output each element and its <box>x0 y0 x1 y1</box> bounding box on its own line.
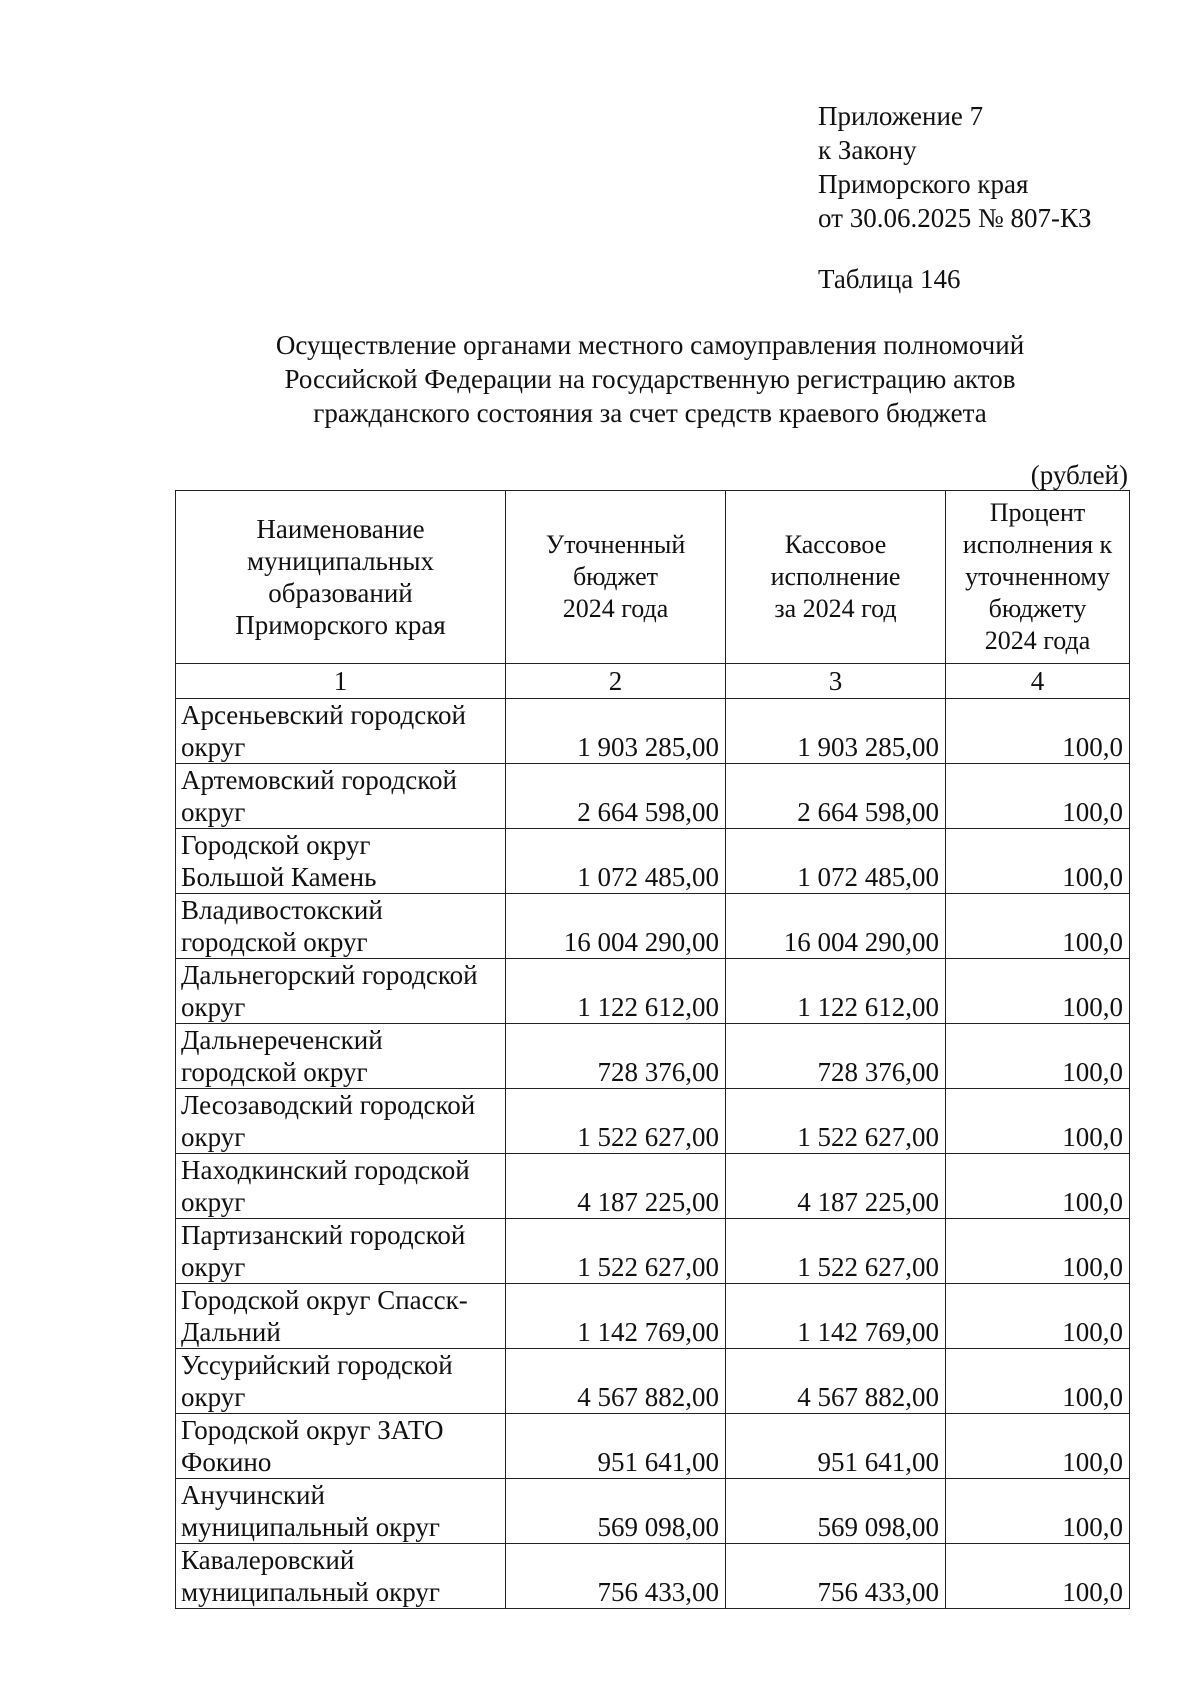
header-line: образований <box>268 578 413 608</box>
budget-value: 16 004 290,00 <box>506 894 726 959</box>
municipality-name <box>176 1349 506 1414</box>
municipality-name-line: городской округ <box>181 1057 368 1087</box>
column-number: 1 <box>176 664 506 699</box>
header-percent <box>946 491 1130 664</box>
header-line: уточненному <box>965 562 1110 591</box>
budget-value: 1 122 612,00 <box>506 959 726 1024</box>
executed-value: 951 641,00 <box>726 1414 946 1479</box>
executed-value: 1 522 627,00 <box>726 1219 946 1284</box>
municipality-name-line: Владивостокский <box>181 895 383 925</box>
municipality-name-line: Дальнереченский <box>181 1025 383 1055</box>
column-number: 3 <box>726 664 946 699</box>
executed-value: 4 187 225,00 <box>726 1154 946 1219</box>
municipality-name-line: Партизанский городской <box>181 1220 466 1250</box>
municipality-name-line: Дальнегорский городской <box>181 960 478 990</box>
municipality-name-line: Фокино <box>181 1447 272 1477</box>
percent-value: 100,0 <box>946 1089 1130 1154</box>
appendix-line: к Закону <box>818 135 917 165</box>
budget-value: 1 522 627,00 <box>506 1089 726 1154</box>
municipality-name-line: Городской округ <box>181 830 371 860</box>
percent-value: 100,0 <box>946 764 1130 829</box>
percent-value: 100,0 <box>946 1544 1130 1609</box>
column-number: 4 <box>946 664 1130 699</box>
appendix-reference <box>818 99 1091 235</box>
percent-value: 100,0 <box>946 1219 1130 1284</box>
municipality-name <box>176 1024 506 1089</box>
budget-value: 4 187 225,00 <box>506 1154 726 1219</box>
executed-value: 569 098,00 <box>726 1479 946 1544</box>
municipality-name-line: Дальний <box>181 1317 281 1347</box>
municipality-name <box>176 1414 506 1479</box>
municipality-name <box>176 1219 506 1284</box>
table-row <box>176 1154 1130 1219</box>
percent-value: 100,0 <box>946 1154 1130 1219</box>
municipality-name <box>176 1479 506 1544</box>
budget-value: 1 142 769,00 <box>506 1284 726 1349</box>
appendix-line: Приморского края <box>818 169 1029 199</box>
executed-value: 16 004 290,00 <box>726 894 946 959</box>
table-row <box>176 764 1130 829</box>
percent-value: 100,0 <box>946 1284 1130 1349</box>
municipality-name <box>176 764 506 829</box>
municipality-name-line: городской округ <box>181 927 368 957</box>
executed-value: 1 072 485,00 <box>726 829 946 894</box>
budget-value: 728 376,00 <box>506 1024 726 1089</box>
municipality-name-line: Лесозаводский городской <box>181 1090 476 1120</box>
municipality-name-line: Арсеньевский городской <box>181 700 466 730</box>
header-line: за 2024 год <box>774 594 897 623</box>
header-line: бюджет <box>572 562 659 591</box>
budget-value: 569 098,00 <box>506 1479 726 1544</box>
table-row <box>176 829 1130 894</box>
table-row <box>176 1414 1130 1479</box>
municipality-name-line: округ <box>181 1122 246 1152</box>
header-line: бюджету <box>988 594 1087 623</box>
units-label: (рублей) <box>1030 460 1128 490</box>
title-line: Осуществление органами местного самоуправления полномочий <box>275 330 1025 360</box>
municipality-name-line: округ <box>181 732 246 762</box>
executed-value: 1 903 285,00 <box>726 699 946 764</box>
municipality-name-line: округ <box>181 797 246 827</box>
percent-value: 100,0 <box>946 959 1130 1024</box>
header-line: муниципальных <box>247 546 434 576</box>
municipality-name <box>176 959 506 1024</box>
municipality-name <box>176 894 506 959</box>
appendix-line: Приложение 7 <box>818 101 984 131</box>
municipality-name <box>176 699 506 764</box>
executed-value: 728 376,00 <box>726 1024 946 1089</box>
table-body <box>176 699 1130 1609</box>
municipality-name-line: Анучинский <box>181 1480 325 1510</box>
municipality-name <box>176 1154 506 1219</box>
table-row <box>176 1544 1130 1609</box>
municipality-name-line: Кавалеровский <box>181 1545 355 1575</box>
municipality-name-line: округ <box>181 1252 246 1282</box>
percent-value: 100,0 <box>946 829 1130 894</box>
municipality-name-line: Находкинский городской <box>181 1155 470 1185</box>
budget-value: 1 072 485,00 <box>506 829 726 894</box>
table-row <box>176 1219 1130 1284</box>
title-line: Российской Федерации на государственную регистрацию актов <box>284 364 1016 394</box>
budget-value: 756 433,00 <box>506 1544 726 1609</box>
municipality-name <box>176 1544 506 1609</box>
document-title <box>200 328 1100 430</box>
header-budget <box>506 491 726 664</box>
budget-value: 1 903 285,00 <box>506 699 726 764</box>
title-line: гражданского состояния за счет средств краевого бюджета <box>313 398 987 428</box>
executed-value: 1 142 769,00 <box>726 1284 946 1349</box>
municipality-name <box>176 829 506 894</box>
table-row <box>176 1089 1130 1154</box>
municipality-name <box>176 1284 506 1349</box>
budget-value: 951 641,00 <box>506 1414 726 1479</box>
budget-value: 4 567 882,00 <box>506 1349 726 1414</box>
municipality-name-line: Городской округ Спасск- <box>181 1285 468 1315</box>
appendix-line: от 30.06.2025 № 807-КЗ <box>818 203 1092 233</box>
municipality-name <box>176 1089 506 1154</box>
table-row <box>176 1284 1130 1349</box>
percent-value: 100,0 <box>946 1024 1130 1089</box>
table-row <box>176 1479 1130 1544</box>
municipality-name-line: округ <box>181 1187 246 1217</box>
municipality-name-line: Артемовский городской <box>181 765 457 795</box>
percent-value: 100,0 <box>946 1414 1130 1479</box>
municipality-name-line: муниципальный округ <box>181 1577 440 1607</box>
header-executed <box>726 491 946 664</box>
budget-table <box>175 490 1130 1609</box>
municipality-name-line: Городской округ ЗАТО <box>181 1415 444 1445</box>
header-line: Наименование <box>256 514 425 544</box>
header-municipality <box>176 491 506 664</box>
table-row <box>176 1349 1130 1414</box>
percent-value: 100,0 <box>946 1349 1130 1414</box>
table-row <box>176 959 1130 1024</box>
municipality-name-line: Большой Камень <box>181 862 377 892</box>
header-line: исполнение <box>770 562 901 591</box>
executed-value: 756 433,00 <box>726 1544 946 1609</box>
municipality-name-line: муниципальный округ <box>181 1512 440 1542</box>
header-line: Уточненный <box>545 530 686 559</box>
header-line: исполнения к <box>962 530 1113 559</box>
percent-value: 100,0 <box>946 699 1130 764</box>
header-line: Процент <box>989 498 1086 527</box>
table-header-row <box>176 491 1130 664</box>
executed-value: 1 122 612,00 <box>726 959 946 1024</box>
header-line: Приморского края <box>235 610 446 640</box>
header-line: 2024 года <box>562 594 669 623</box>
executed-value: 1 522 627,00 <box>726 1089 946 1154</box>
column-number-row <box>176 664 1130 699</box>
executed-value: 4 567 882,00 <box>726 1349 946 1414</box>
budget-value: 2 664 598,00 <box>506 764 726 829</box>
header-line: Кассовое <box>784 530 887 559</box>
table-row <box>176 699 1130 764</box>
percent-value: 100,0 <box>946 1479 1130 1544</box>
table-number: Таблица 146 <box>818 264 961 294</box>
header-line: 2024 года <box>984 626 1091 655</box>
municipality-name-line: округ <box>181 992 246 1022</box>
percent-value: 100,0 <box>946 894 1130 959</box>
executed-value: 2 664 598,00 <box>726 764 946 829</box>
column-number: 2 <box>506 664 726 699</box>
municipality-name-line: округ <box>181 1382 246 1412</box>
municipality-name-line: Уссурийский городской <box>181 1350 453 1380</box>
table-row <box>176 894 1130 959</box>
table-row <box>176 1024 1130 1089</box>
budget-value: 1 522 627,00 <box>506 1219 726 1284</box>
